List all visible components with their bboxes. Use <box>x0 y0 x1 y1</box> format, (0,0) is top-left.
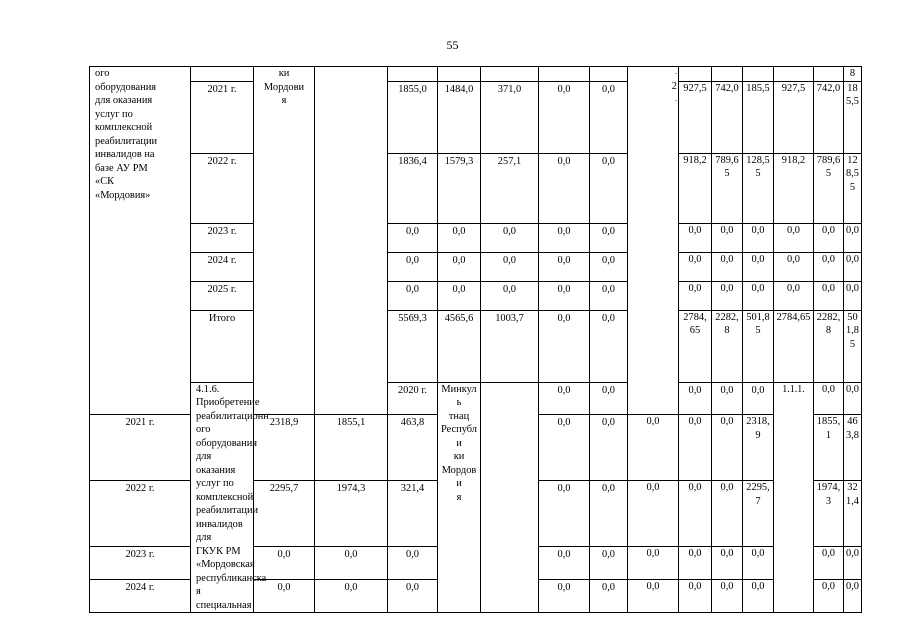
amount-cell: 0,0 <box>590 252 628 281</box>
breakdown-cell: 0,0 <box>712 252 743 281</box>
amount-cell: 0,0 <box>590 223 628 252</box>
breakdown-cell: 0,0 <box>814 580 844 613</box>
year-cell: 2023 г. <box>90 547 191 580</box>
amount-cell: 0,0 <box>481 252 539 281</box>
code-mark: 2 <box>671 81 677 92</box>
breakdown-cell: 2282,8 <box>814 310 844 382</box>
breakdown-cell: 0,0 <box>628 481 679 547</box>
breakdown-cell: 0,0 <box>712 415 743 481</box>
page-number: 55 <box>446 38 459 52</box>
amount-cell: 0,0 <box>388 281 438 310</box>
item-description-line: комплексной <box>196 491 254 503</box>
amount-cell: 257,1 <box>481 153 539 223</box>
breakdown-cell: 0,0 <box>712 281 743 310</box>
indicator-code-cell <box>628 67 679 415</box>
breakdown-cell: 789,65 <box>712 153 743 223</box>
breakdown-cell: 185,5 <box>844 81 862 153</box>
breakdown-cell: 0,0 <box>679 415 712 481</box>
code-mark: . <box>675 67 677 76</box>
amount-cell: 1579,3 <box>438 153 481 223</box>
item-description-line: оборудования <box>95 81 157 93</box>
amount-cell: 0,0 <box>315 547 388 580</box>
amount-cell: 0,0 <box>590 481 628 547</box>
item-description-line: я специальная <box>196 586 252 611</box>
amount-cell: 0,0 <box>539 382 590 415</box>
amount-cell: 0,0 <box>679 382 712 415</box>
table-row <box>90 153 862 223</box>
item-description-line: реабилитационн <box>196 410 269 422</box>
executor-cell-line: тнац <box>448 410 470 422</box>
breakdown-cell: 0,0 <box>628 580 679 613</box>
amount-cell <box>539 67 590 82</box>
executor-cell-line: Минкуль <box>441 383 477 409</box>
breakdown-cell: 0,0 <box>679 252 712 281</box>
breakdown-cell: 742,0 <box>712 81 743 153</box>
breakdown-cell: 0,0 <box>774 281 814 310</box>
table-row <box>90 81 862 153</box>
amount-cell: 0,0 <box>539 415 590 481</box>
breakdown-cell: 918,2 <box>679 153 712 223</box>
amount-cell: 463,8 <box>388 415 438 481</box>
breakdown-cell: 789,65 <box>814 153 844 223</box>
breakdown-cell: 0,0 <box>712 580 743 613</box>
executor-cell <box>254 67 315 415</box>
amount-cell <box>388 67 438 82</box>
item-description-line: «Мордовия» <box>95 189 151 201</box>
item-description <box>191 382 269 613</box>
executor-cell-line: Мордови <box>441 464 477 490</box>
item-description-line: комплексной <box>95 122 153 134</box>
amount-cell: 0,0 <box>438 281 481 310</box>
table-row <box>90 252 862 281</box>
amount-cell: 0,0 <box>388 580 438 613</box>
amount-cell: 371,0 <box>481 81 539 153</box>
item-description-line: оборудования <box>196 437 258 449</box>
amount-cell: 0,0 <box>539 547 590 580</box>
amount-cell: 0,0 <box>590 81 628 153</box>
breakdown-cell: 0,0 <box>814 281 844 310</box>
year-cell: 2020 г. <box>388 382 438 415</box>
breakdown-cell: 0,0 <box>679 547 712 580</box>
amount-cell: 2318,9 <box>254 415 315 481</box>
year-cell: 2024 г. <box>191 252 254 281</box>
amount-cell: 0,0 <box>590 547 628 580</box>
item-description-line: инвалидов для <box>196 518 243 544</box>
breakdown-cell: 501,85 <box>743 310 774 382</box>
amount-cell: 5569,3 <box>388 310 438 382</box>
breakdown-cell: 0,0 <box>712 223 743 252</box>
year-cell: 2021 г. <box>191 81 254 153</box>
amount-cell: 0,0 <box>254 547 315 580</box>
breakdown-cell: 0,0 <box>628 415 679 481</box>
breakdown-cell: 1974,3 <box>814 481 844 547</box>
amount-cell: 0,0 <box>481 223 539 252</box>
quarter-cell <box>712 67 743 82</box>
amount-cell: 0,0 <box>539 153 590 223</box>
amount-cell: 0,0 <box>590 153 628 223</box>
item-description-line: ого <box>196 424 211 436</box>
amount-cell: 0,0 <box>539 481 590 547</box>
amount-cell: 0,0 <box>590 415 628 481</box>
breakdown-cell: 0,0 <box>844 547 862 580</box>
item-description-line: услуг по <box>95 108 133 120</box>
table-row <box>90 223 862 252</box>
amount-cell: 0,0 <box>438 223 481 252</box>
financing-table <box>89 66 862 613</box>
breakdown-cell: 0,0 <box>743 547 774 580</box>
amount-cell: 0,0 <box>539 223 590 252</box>
breakdown-cell: 0,0 <box>774 223 814 252</box>
amount-cell: 2295,7 <box>254 481 315 547</box>
amount-cell: 0,0 <box>712 382 743 415</box>
amount-cell: 1836,4 <box>388 153 438 223</box>
breakdown-cell: 0,0 <box>814 223 844 252</box>
amount-cell: 0,0 <box>438 252 481 281</box>
item-description-line: услуг по <box>196 478 234 490</box>
breakdown-cell: 0,0 <box>743 281 774 310</box>
breakdown-cell: 0,0 <box>814 382 844 415</box>
table-row <box>90 310 862 382</box>
quarter-cell <box>743 67 774 82</box>
amount-cell: 1484,0 <box>438 81 481 153</box>
breakdown-cell: 0,0 <box>679 281 712 310</box>
amount-cell: 0,0 <box>590 281 628 310</box>
item-description-line: для оказания <box>196 451 236 476</box>
breakdown-cell: 0,0 <box>814 547 844 580</box>
breakdown-cell: 321,4 <box>844 481 862 547</box>
amount-cell: 0,0 <box>388 547 438 580</box>
amount-cell: 1855,0 <box>388 81 438 153</box>
table-row-continuation <box>90 67 862 82</box>
item-description-line: 4.1.6. <box>196 383 220 395</box>
executor-cell-line: Республи <box>441 424 477 449</box>
amount-cell <box>590 67 628 82</box>
source-cell <box>315 67 388 415</box>
year-cell: 2021 г. <box>90 415 191 481</box>
item-description-line: ГКУК РМ <box>196 545 241 557</box>
source-cell <box>481 382 539 613</box>
executor-cell-line: я <box>456 491 462 503</box>
breakdown-cell: 0,0 <box>679 223 712 252</box>
amount-cell: 1974,3 <box>315 481 388 547</box>
breakdown-cell: 0,0 <box>743 252 774 281</box>
breakdown-cell: 0,0 <box>743 223 774 252</box>
year-cell: 2025 г. <box>191 281 254 310</box>
quarter-cell <box>814 67 844 82</box>
year-cell: 2024 г. <box>90 580 191 613</box>
amount-cell: 0,0 <box>539 310 590 382</box>
item-description-line: «СК <box>95 176 115 188</box>
breakdown-cell: 2295,7 <box>743 481 774 547</box>
breakdown-cell: 2282,8 <box>712 310 743 382</box>
total-share-cell: 8 <box>844 67 862 82</box>
amount-cell: 0,0 <box>254 580 315 613</box>
breakdown-cell: 185,5 <box>743 81 774 153</box>
breakdown-cell: 2784,65 <box>774 310 814 382</box>
breakdown-cell: 742,0 <box>814 81 844 153</box>
breakdown-cell: 128,55 <box>743 153 774 223</box>
breakdown-cell: 1855,1 <box>814 415 844 481</box>
table-row <box>90 281 862 310</box>
quarter-cell <box>774 67 814 82</box>
breakdown-cell: 0,0 <box>844 580 862 613</box>
amount-cell: 0,0 <box>539 281 590 310</box>
amount-cell: 0,0 <box>388 223 438 252</box>
year-cell: 2023 г. <box>191 223 254 252</box>
amount-cell: 0,0 <box>315 580 388 613</box>
amount-cell: 0,0 <box>743 382 774 415</box>
item-description-line: реабилитации <box>95 135 158 147</box>
breakdown-cell: 0,0 <box>774 252 814 281</box>
quarter-cell <box>679 67 712 82</box>
item-description-line: инвалидов на <box>95 149 155 161</box>
breakdown-cell: 0,0 <box>712 547 743 580</box>
breakdown-cell: 2784,65 <box>679 310 712 382</box>
executor-cell-line: ки <box>453 451 465 463</box>
breakdown-cell: 0,0 <box>844 281 862 310</box>
breakdown-cell: 0,0 <box>814 252 844 281</box>
amount-cell <box>481 67 539 82</box>
breakdown-cell: 918,2 <box>774 153 814 223</box>
executor-cell-line: я <box>281 95 287 107</box>
table-row <box>90 382 862 415</box>
amount-cell: 0,0 <box>590 310 628 382</box>
breakdown-cell: 927,5 <box>679 81 712 153</box>
breakdown-cell: 463,8 <box>844 415 862 481</box>
breakdown-cell: 0,0 <box>628 547 679 580</box>
executor-cell-line: ки <box>278 68 290 79</box>
year-cell: 2022 г. <box>90 481 191 547</box>
amount-cell: 0,0 <box>539 81 590 153</box>
item-description-line: базе АУ РМ <box>95 162 148 174</box>
amount-cell: 0,0 <box>388 252 438 281</box>
amount-cell <box>438 67 481 82</box>
year-cell: Итого <box>191 310 254 382</box>
indicator-code-cell: 1.1.1. <box>774 382 814 613</box>
amount-cell: 0,0 <box>539 580 590 613</box>
year-cell: 2022 г. <box>191 153 254 223</box>
year-cell <box>191 67 254 82</box>
breakdown-cell: 2318,9 <box>743 415 774 481</box>
breakdown-cell: 0,0 <box>743 580 774 613</box>
breakdown-cell: 927,5 <box>774 81 814 153</box>
item-description-line: реабилитации <box>196 505 259 517</box>
executor-cell <box>438 382 481 613</box>
amount-cell: 321,4 <box>388 481 438 547</box>
amount-cell: 1855,1 <box>315 415 388 481</box>
amount-cell: 0,0 <box>590 580 628 613</box>
amount-cell: 1003,7 <box>481 310 539 382</box>
amount-cell: 0,0 <box>590 382 628 415</box>
breakdown-cell: 0,0 <box>679 580 712 613</box>
breakdown-cell: 501,85 <box>844 310 862 382</box>
breakdown-cell: 0,0 <box>712 481 743 547</box>
amount-cell: 4565,6 <box>438 310 481 382</box>
item-description-line: республиканска <box>196 572 267 584</box>
breakdown-cell: 128,55 <box>844 153 862 223</box>
item-description-line: для оказания <box>95 95 153 107</box>
executor-cell-line: Мордови <box>263 81 305 93</box>
breakdown-cell: 0,0 <box>679 481 712 547</box>
breakdown-cell: 0,0 <box>844 252 862 281</box>
item-description-line: ого <box>95 68 110 79</box>
item-description-line: Приобретение <box>196 397 260 409</box>
code-mark: . <box>675 93 677 103</box>
amount-cell: 0,0 <box>539 252 590 281</box>
amount-cell: 0,0 <box>481 281 539 310</box>
item-description <box>90 67 191 415</box>
breakdown-cell: 0,0 <box>844 223 862 252</box>
breakdown-cell: 0,0 <box>844 382 862 415</box>
item-description-line: «Мордовская <box>196 559 255 571</box>
